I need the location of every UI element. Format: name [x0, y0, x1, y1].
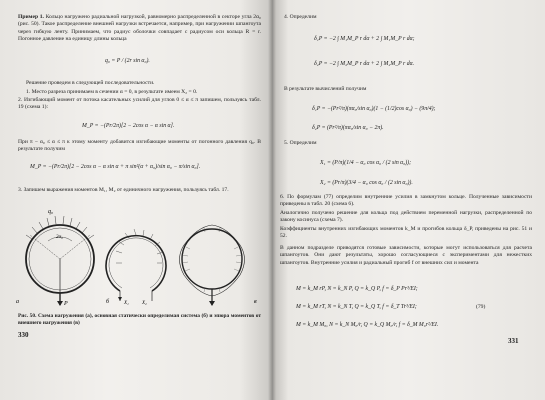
- equation-d2p: δ₂P = −2 ∫ M₂M_P r dα + 2 ∫ M₂M_P r dα.: [314, 61, 415, 67]
- figure-a-label-q0: q₀: [48, 209, 54, 215]
- step-2b: При π − α₀ ≤ α ≤ π к этому моменту добавится изгибающие моменты от погонного давления q₀. В результате получим: [18, 139, 261, 153]
- step-3: 3. Запишем выражения моментов M₁, M₂ от единичного нагружения, пользуясь табл. 17.: [18, 187, 229, 193]
- page-number-right: 331: [508, 337, 519, 345]
- step-1: 1. Место разреза принимаем в сечении α = 0, в результате имеем X₂ = 0.: [26, 89, 198, 95]
- book-gutter: [268, 0, 276, 400]
- equation-79c: M = k_M M₀, N = k_N M₀/r, Q = k_Q M₀/r, f = δ_M M₀r²/EI.: [296, 322, 439, 328]
- figure-a-label-p: P: [64, 301, 68, 307]
- figure-b-ring: [106, 229, 166, 301]
- figure-a-label-2alpha0: 2α₀: [56, 235, 63, 240]
- paragraph-6b: Аналогично получено решение для кольца под действием переменной нагрузки, распределенной по закону косинуса (схема 7).: [280, 210, 532, 224]
- figure-c-label: в: [254, 299, 257, 305]
- paragraph-7: В данном подразделе приводятся готовые зависимости, которые могут использоваться для расчета шпангоутов. Они дают результаты, хорошо согласующиеся с экспериментами для нежестких шпангоутов. Внутренние усилия и радиальный прогиб f от внешних сил и момента: [280, 245, 532, 266]
- example-intro: Кольцо нагружено радиальной нагрузкой, равномерно распределенной в секторе угла 2α₀ (рис. 50). Такое распределение внешней нагрузки встречается, например, при нагружении шпангоута через гибкую ленту. Принимаем, что радиус оболочки совпадает с радиусом оси кольца R = r. Погонное давление на единицу длины кольца: [18, 14, 261, 43]
- equation-x1: X₁ = (P/π)(1/4 − α₀ cos α₀ / (2 sin α₀));: [320, 160, 412, 166]
- equation-number-79: (79): [476, 304, 486, 310]
- step-2: 2. Изгибающий момент от потока касательных усилий для углов 0 ≤ α ≤ π запишем, пользуясь табл. 19 (схема 1):: [18, 97, 261, 111]
- equation-79a: M = k_M rP, N = k_N P, Q = k_Q P, f = δ_P Pr³/EI;: [296, 286, 418, 292]
- equation-79b: M = k_M rT, N = k_N T, Q = k_Q T, f = δ_T Tr³/EI;: [296, 304, 417, 310]
- figure-a-label: а: [16, 299, 19, 305]
- equation-x2: X₂ = (Pr/π)(3/4 − α₀ cos α₀ / (2 sin α₀)).: [320, 180, 413, 186]
- left-page: [0, 0, 272, 400]
- equation-mp1: M_P = −(Pr/2π)[2 − 2cos α − α sin α].: [82, 123, 175, 129]
- page-number-left: 330: [18, 331, 29, 339]
- equation-result-1: δ₁P = −(Pr²/π)(πα₀/sin α₀)(1 − (1/2)cos α₀) − (9π/4);: [312, 106, 436, 112]
- figure-50: [12, 205, 262, 309]
- right-page: [272, 0, 545, 400]
- paragraph-6c: Коэффициенты внутренних изгибающих моментов k_M и прогибов кольца δ_P, приведены на рис. 51 и 52.: [280, 226, 532, 240]
- figure-b-label-x1: X₁: [124, 301, 129, 306]
- result-intro: В результате вычислений получим: [284, 86, 367, 92]
- example-paragraph: [18, 14, 261, 44]
- equation-mp2: M_P = −(Pr/2π)[2 − 2cos α − α sin α + π sin²(α + α₀)/sin α₀ − π/sin α₀].: [30, 164, 201, 170]
- example-title: Пример 1.: [18, 14, 44, 20]
- figure-a-ring: [26, 216, 94, 306]
- step-5: 5. Определим: [284, 140, 317, 146]
- figure-b-label: б: [106, 299, 110, 305]
- step-4: 4. Определим: [284, 14, 317, 20]
- figure-b-label-x2: X₂: [142, 301, 147, 306]
- figure-c-ring: [180, 225, 245, 306]
- figure-caption: Рис. 50. Схема нагружения (а), основная статически определимая система (б) и эпюра моментов от внешнего нагружения (в): [18, 313, 261, 326]
- equation-result-2: δ₂P = (Pr²/π)(πα₀/sin α₀ − 2π).: [312, 125, 384, 131]
- paragraph-6: 6. По формулам (77) определим внутренние усилия в замкнутом кольце. Полученные зависимости приведены в табл. 20 (схема 6).: [280, 194, 532, 208]
- equation-d1p: δ₁P = −2 ∫ M₁M_P r dα + 2 ∫ M₁M_P r dα;: [314, 36, 415, 42]
- equation-q0: q₀ = P / (2r sin α₀).: [105, 58, 150, 64]
- solution-intro: Решение проведем в следующей последовательности.: [26, 80, 155, 86]
